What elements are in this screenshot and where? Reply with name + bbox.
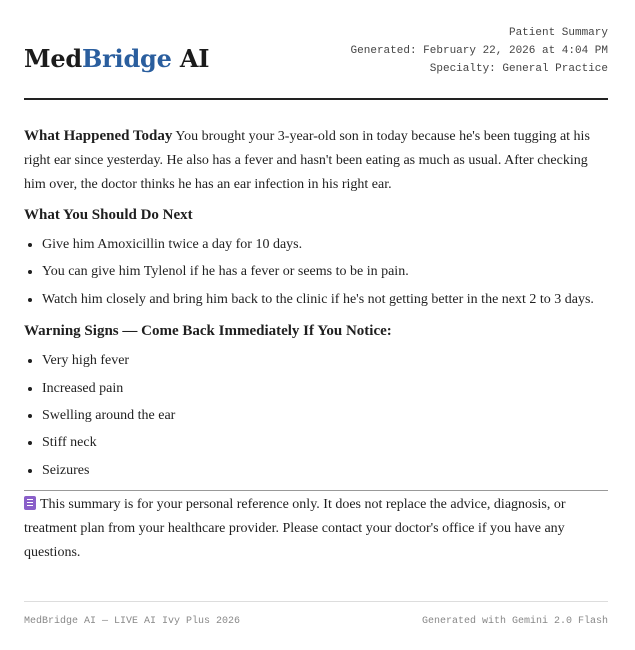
patient-summary-page	[24, 24, 608, 565]
what-happened-heading: What Happened Today	[24, 128, 173, 144]
list-item: • Seizures	[42, 457, 608, 484]
next-steps-heading: What You Should Do Next	[24, 207, 193, 223]
next-steps-list	[24, 231, 608, 313]
list-item: • Very high fever	[42, 347, 608, 374]
specialty: Specialty: General Practice	[429, 63, 608, 75]
list-item: • You can give him Tylenol if he has a fever or seems to be in pain.	[42, 258, 608, 285]
logo-text-ai: AI	[171, 44, 210, 73]
warning-signs-list	[24, 347, 608, 484]
what-happened-text: You brought your 3-year-old son in today because he's been tugging at his right ear since yesterday. He also has a fever and hasn't been eating as much as usual. After checking him over, the doctor thinks he has an ear infection in his right ear.	[24, 129, 590, 192]
logo-text-med: Med	[24, 44, 83, 73]
warning-signs-heading: Warning Signs — Come Back Immediately If You Notice:	[24, 323, 392, 340]
list-item: • Watch him closely and bring him back to the clinic if he's not getting better in the next 2 to 3 days.	[42, 286, 608, 313]
logo-text-bridge: Bridge	[82, 44, 172, 73]
list-item: • Swelling around the ear	[42, 402, 608, 429]
logo	[24, 44, 209, 73]
footer	[24, 601, 608, 627]
summary-content	[24, 124, 608, 565]
list-item: • Stiff neck	[42, 429, 608, 456]
footer-credit: MedBridge AI — LIVE AI Ivy Plus 2026	[24, 616, 241, 627]
list-item: • Increased pain	[42, 375, 608, 402]
memo-icon	[24, 496, 36, 510]
disclaimer	[24, 490, 608, 565]
header	[24, 24, 608, 100]
disclaimer-text: This summary is for your personal reference only. It does not replace the advice, diagnosis, or treatment plan from your healthcare provider. Please contact your doctor's office if you have any questions.	[24, 497, 566, 561]
footer-model: Generated with Gemini 2.0 Flash	[421, 616, 608, 627]
generated-date: Generated: February 22, 2026 at 4:04 PM	[350, 45, 608, 57]
doc-type: Patient Summary	[508, 27, 608, 39]
what-happened-paragraph	[24, 124, 608, 197]
list-item: • Give him Amoxicillin twice a day for 10 days.	[42, 231, 608, 258]
document-meta	[351, 24, 608, 78]
